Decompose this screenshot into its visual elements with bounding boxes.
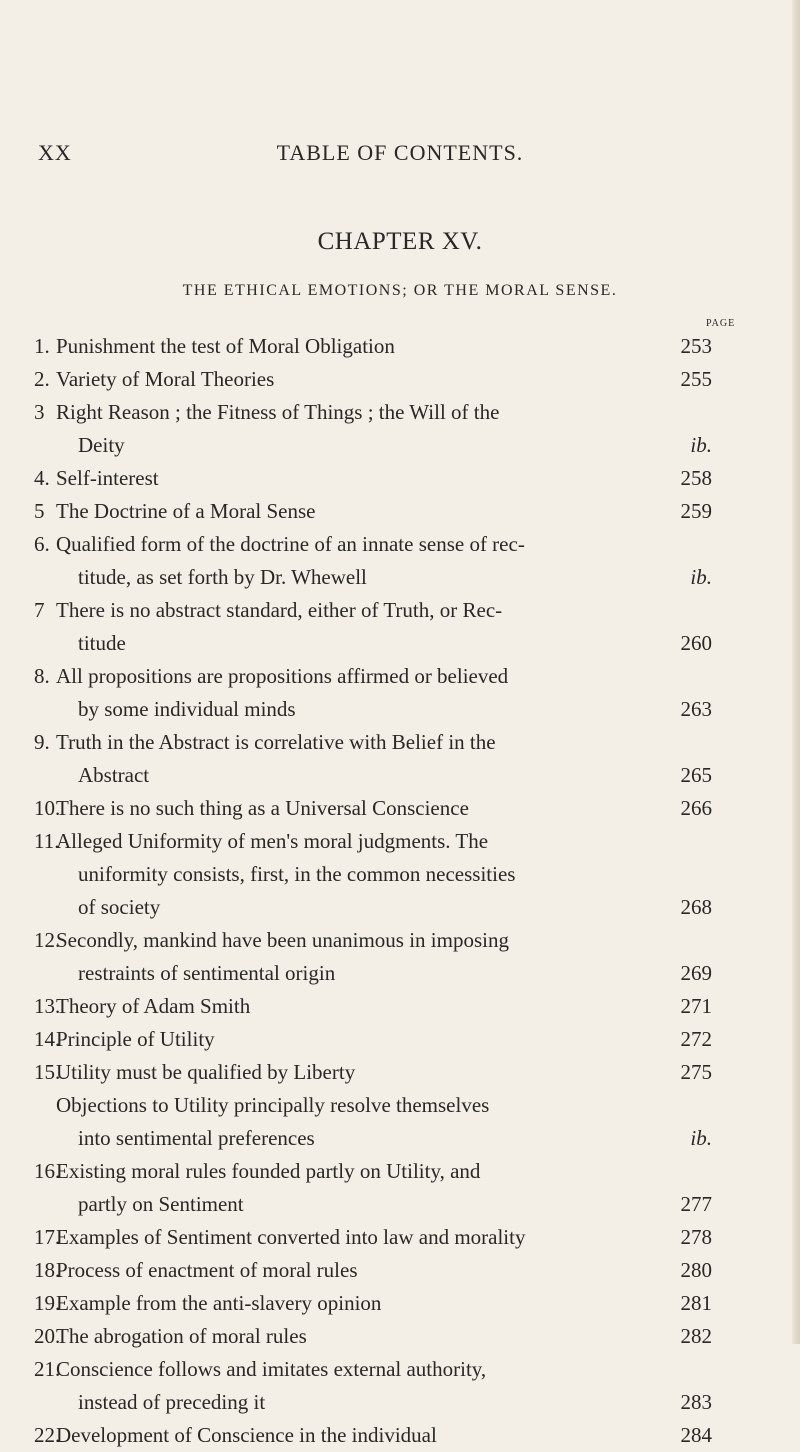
entry-text-line: restraints of sentimental origin [78,961,336,985]
entry-number: 19. [34,1291,61,1315]
contents-entry [0,1419,800,1452]
entry-page-number: 265 [680,763,712,787]
entry-page-number: 272 [680,1027,712,1051]
contents-entry [0,726,800,792]
entry-number: 13. [34,994,61,1018]
entry-number: 15. [34,1060,61,1084]
entry-page-number: ib. [690,433,712,457]
contents-entry [0,1056,800,1089]
entry-number: 17. [34,1225,61,1249]
contents-entry [0,825,800,924]
contents-entry [0,990,800,1023]
entry-text-line: The abrogation of moral rules [56,1324,307,1348]
contents-list [0,330,800,1452]
entry-number: 20. [34,1324,61,1348]
contents-entry [0,528,800,594]
entry-text-line: All propositions are propositions affirmed or believed [56,664,509,688]
entry-page-number: 253 [680,334,712,358]
contents-entry [0,330,800,363]
page-header [0,140,800,170]
entry-number: 7 [34,598,45,622]
entry-number: 22. [34,1423,61,1447]
entry-page-number: 269 [680,961,712,985]
entry-text-line: Process of enactment of moral rules [56,1258,358,1282]
entry-page-number: 283 [680,1390,712,1414]
contents-entry [0,1089,800,1155]
entry-text-line: Variety of Moral Theories [56,367,275,391]
entry-text-line: by some individual minds [78,697,296,721]
entry-page-number: 271 [680,994,712,1018]
entry-text-line: Theory of Adam Smith [56,994,251,1018]
entry-page-number: 259 [680,499,712,523]
contents-entry [0,396,800,462]
entry-text-line: partly on Sentiment [78,1192,244,1216]
entry-text-line: Conscience follows and imitates external authority, [56,1357,487,1381]
entry-page-number: 255 [680,367,712,391]
entry-page-number: 258 [680,466,712,490]
contents-entry [0,924,800,990]
entry-number: 8. [34,664,50,688]
entry-page-number: 263 [680,697,712,721]
entry-page-number: 278 [680,1225,712,1249]
entry-number: 16. [34,1159,61,1183]
entry-text-line: uniformity consists, first, in the common necessities [78,862,516,886]
entry-number: 1. [34,334,50,358]
running-title: TABLE OF CONTENTS. [276,140,524,165]
contents-entry [0,792,800,825]
entry-number: 14. [34,1027,61,1051]
entry-text-line: Existing moral rules founded partly on Utility, and [56,1159,481,1183]
entry-text-line: Utility must be qualified by Liberty [56,1060,356,1084]
entry-number: 3 [34,400,45,424]
entry-text-line: There is no such thing as a Universal Conscience [56,796,469,820]
entry-text-line: titude [78,631,126,655]
contents-entry [0,363,800,396]
entry-text-line: Right Reason ; the Fitness of Things ; the Will of the [56,400,500,424]
contents-entry [0,1320,800,1353]
contents-entry [0,495,800,528]
page-number: XX [38,140,72,165]
contents-entry [0,1155,800,1221]
entry-number: 2. [34,367,50,391]
entry-text-line: Example from the anti-slavery opinion [56,1291,382,1315]
contents-entry [0,1221,800,1254]
entry-text-line: of society [78,895,161,919]
entry-text-line: Secondly, mankind have been unanimous in imposing [56,928,509,952]
entry-page-number: 275 [680,1060,712,1084]
entry-text-line: There is no abstract standard, either of Truth, or Rec- [56,598,503,622]
entry-number: 5 [34,499,45,523]
contents-entry [0,594,800,660]
entry-number: 18. [34,1258,61,1282]
entry-text-line: Objections to Utility principally resolve themselves [56,1093,490,1117]
entry-text-line: instead of preceding it [78,1390,266,1414]
entry-text-line: Qualified form of the doctrine of an innate sense of rec- [56,532,525,556]
entry-text-line: Deity [78,433,125,457]
entry-number: 6. [34,532,50,556]
entry-page-number: ib. [690,565,712,589]
chapter-subtitle: THE ETHICAL EMOTIONS; OR THE MORAL SENSE. [182,282,618,299]
entry-page-number: 281 [680,1291,712,1315]
entry-number: 21. [34,1357,61,1381]
entry-page-number: 280 [680,1258,712,1282]
entry-page-number: 282 [680,1324,712,1348]
entry-text-line: Truth in the Abstract is correlative with Belief in the [56,730,496,754]
entry-page-number: 277 [680,1192,712,1216]
entry-text-line: titude, as set forth by Dr. Whewell [78,565,367,589]
entry-number: 9. [34,730,50,754]
entry-text-line: Alleged Uniformity of men's moral judgments. The [56,829,489,853]
page-edge [792,0,800,1344]
entry-page-number: ib. [690,1126,712,1150]
entry-text-line: Development of Conscience in the individual [56,1423,437,1447]
contents-entry [0,660,800,726]
contents-entry [0,1353,800,1419]
entry-text-line: Examples of Sentiment converted into law and morality [56,1225,526,1249]
contents-entry [0,1023,800,1056]
entry-text-line: into sentimental preferences [78,1126,315,1150]
entry-text-line: Punishment the test of Moral Obligation [56,334,395,358]
entry-text-line: Abstract [78,763,150,787]
page-column-label: PAGE [706,318,736,329]
entry-text-line: Principle of Utility [56,1027,215,1051]
chapter-title: CHAPTER XV. [317,228,483,255]
entry-text-line: Self-interest [56,466,159,490]
contents-entry [0,1287,800,1320]
entry-page-number: 268 [680,895,712,919]
entry-number: 10. [34,796,61,820]
entry-number: 12. [34,928,61,952]
entry-page-number: 266 [680,796,712,820]
contents-entry [0,1254,800,1287]
entry-page-number: 284 [680,1423,712,1447]
entry-text-line: The Doctrine of a Moral Sense [56,499,316,523]
entry-number: 4. [34,466,50,490]
entry-page-number: 260 [680,631,712,655]
contents-entry [0,462,800,495]
entry-number: 11. [34,829,60,853]
